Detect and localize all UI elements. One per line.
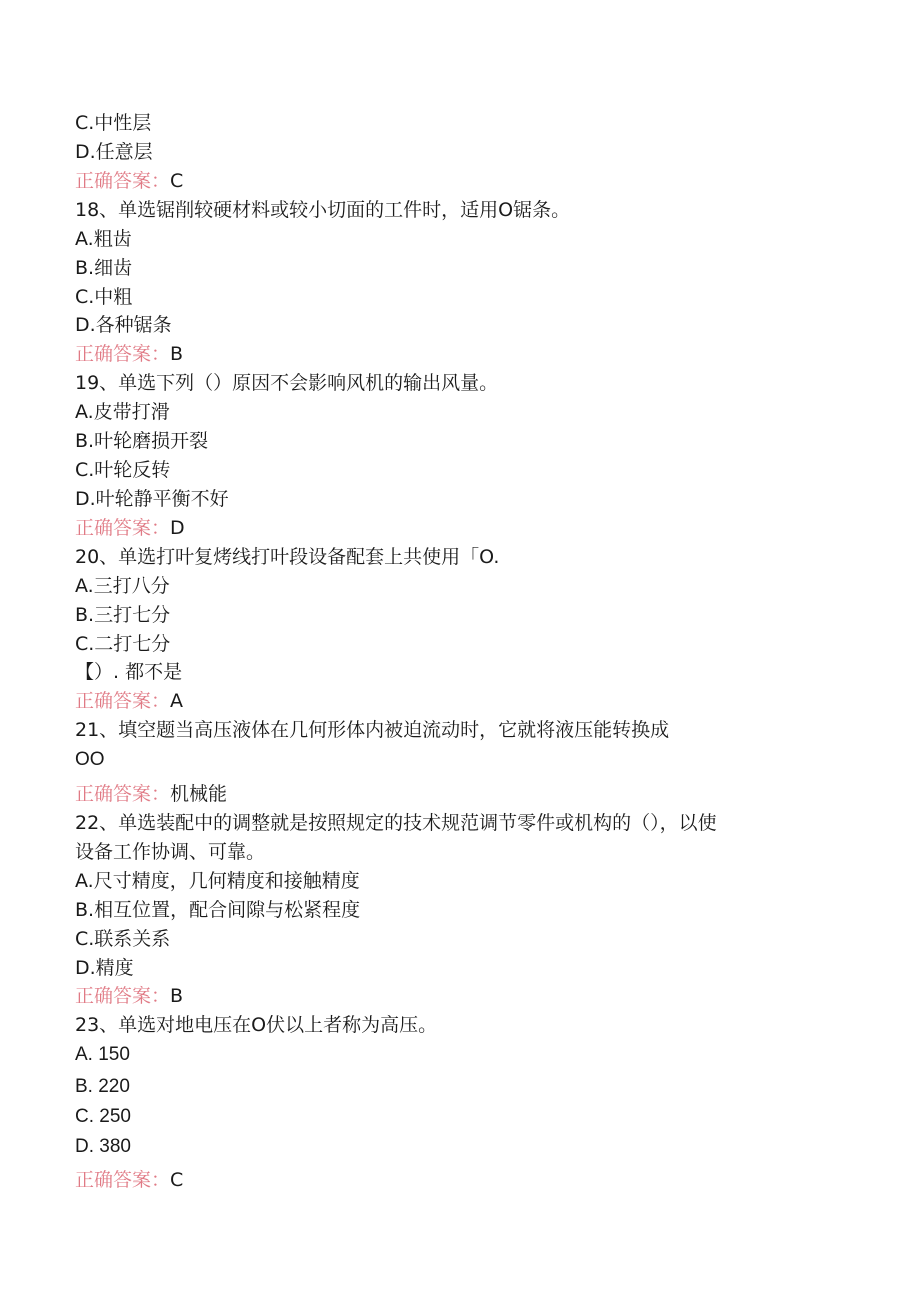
option-line: C.联系关系 [75,928,171,950]
option-line: D. 380 [75,1136,131,1157]
option-line: A.皮带打滑 [75,401,170,423]
answer-value: D [170,517,185,539]
answer-line [75,169,183,193]
option-line: B.细齿 [75,257,133,279]
answer-value: B [170,343,184,365]
question-line: 21、填空题当高压液体在几何形体内被迫流动时，它就将液压能转换成 [75,719,670,741]
answer-label: 正确答案： [75,985,171,1007]
answer-line [75,342,183,366]
option-line: A.尺寸精度，几何精度和接触精度 [75,870,360,892]
answer-label: 正确答案： [75,343,171,365]
option-line: B. 220 [75,1076,130,1097]
option-line: D.叶轮静平衡不好 [75,488,229,510]
answer-label: 正确答案： [75,170,171,192]
option-line: C. 250 [75,1106,131,1127]
option-line: D.各种锯条 [75,314,172,336]
answer-line [75,1168,183,1192]
option-line: B.叶轮磨损开裂 [75,430,209,452]
option-line: C.二打七分 [75,633,171,655]
option-line: D.任意层 [75,141,153,163]
answer-label: 正确答案： [75,1169,171,1191]
option-line: D.精度 [75,957,134,979]
option-line: A. 150 [75,1044,130,1065]
question-line: 20、单选打叶复烤线打叶段设备配套上共使用「O. [75,546,500,568]
question-line: 18、单选锯削较硬材料或较小切面的工件时，适用O锯条。 [75,199,571,221]
answer-value: C [170,170,184,192]
option-line: C.中粗 [75,286,133,308]
answer-label: 正确答案： [75,783,171,805]
answer-value: 机械能 [170,783,228,805]
answer-line [75,689,183,713]
answer-value: C [170,1169,184,1191]
answer-value: A [170,690,184,712]
answer-line [75,984,183,1008]
question-line: 设备工作协调、可靠。 [75,841,266,863]
option-line: C.叶轮反转 [75,459,171,481]
option-line: 【）. 都不是 [75,661,183,683]
question-line: 23、单选对地电压在O伏以上者称为高压。 [75,1014,438,1036]
answer-label: 正确答案： [75,517,171,539]
option-line: A.三打八分 [75,575,170,597]
option-line: B.相互位置，配合间隙与松紧程度 [75,899,361,921]
option-line: A.粗齿 [75,228,132,250]
option-line: C.中性层 [75,112,152,134]
question-line: 22、单选装配中的调整就是按照规定的技术规范调节零件或机构的（），以使 [75,812,717,834]
answer-line [75,516,185,540]
answer-label: 正确答案： [75,690,171,712]
question-line: 19、单选下列（）原因不会影响风机的输出风量。 [75,372,499,394]
blank-line: OO [75,749,105,770]
option-line: B.三打七分 [75,604,171,626]
answer-value: B [170,985,184,1007]
answer-line [75,782,227,806]
